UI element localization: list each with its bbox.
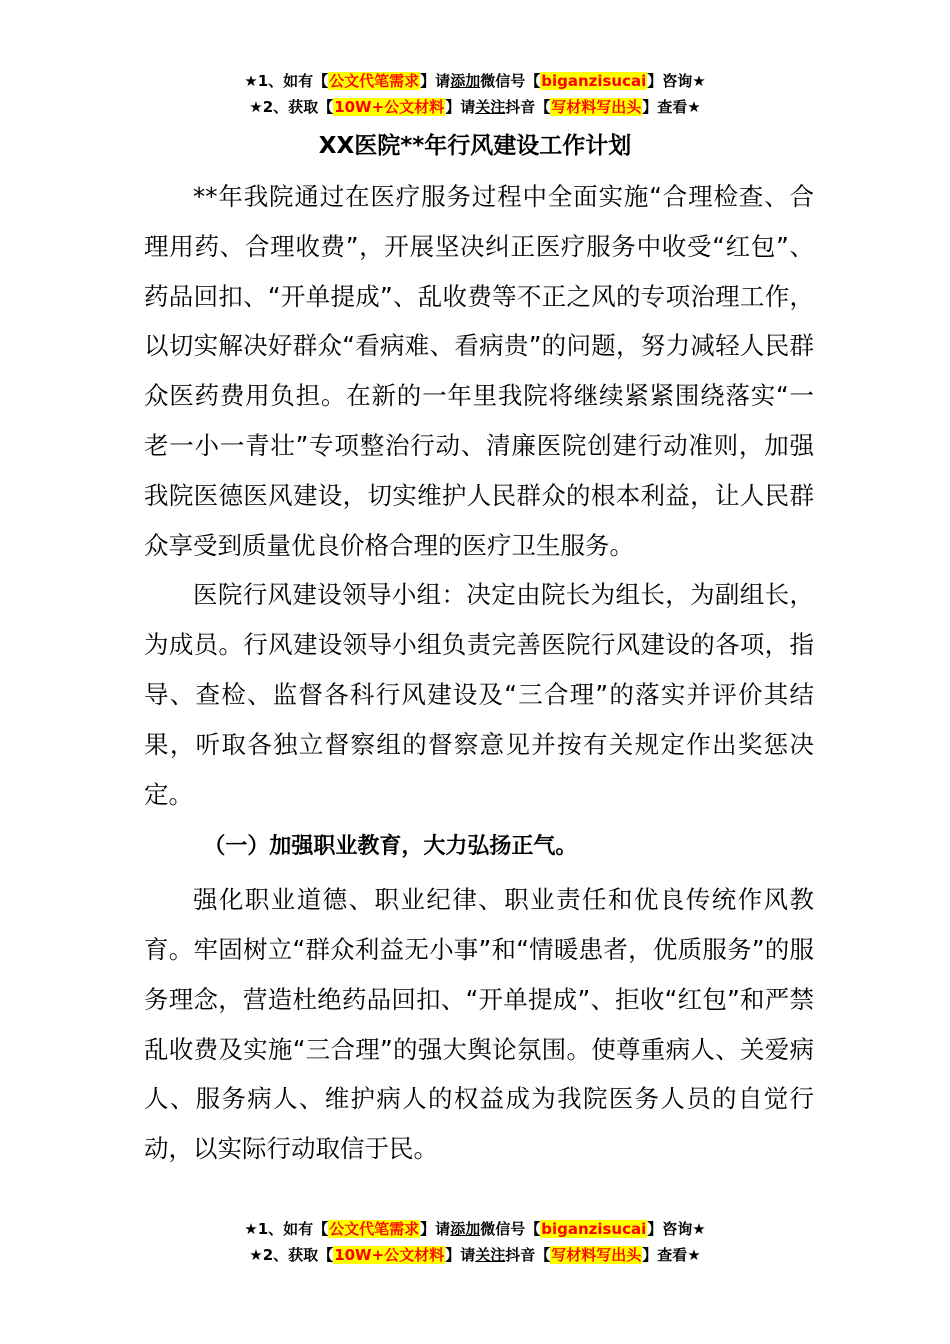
section-heading: （一）加强职业教育，大力弘扬正气。 bbox=[203, 834, 578, 860]
paragraph-section-1: 强化职业道德、职业纪律、职业责任和优良传统作风教育。牢固树立“群众利益无小事”和“情暖患者，优质服务”的服务理念，营造杜绝药品回扣、“开单提成”、拒收“红包”和严禁乱收费及实施“三合理”的强大舆论氛围。使尊重病人、关爱病人、服务病人、维护病人的权益成为我院医务人员的自觉行动，以实际行动取信于民。 bbox=[144, 885, 814, 1164]
banner-underlined-text: 添加 bbox=[450, 72, 481, 90]
banner-text: 抖音【 bbox=[505, 1246, 551, 1264]
banner-highlight: 写材料写出头 bbox=[551, 1246, 642, 1264]
banner-highlight: biganzisucai bbox=[541, 1220, 647, 1238]
banner-highlight: 公文代笔需求 bbox=[329, 72, 420, 90]
banner-line-2 bbox=[0, 94, 950, 120]
banner-underlined-text: 关注 bbox=[475, 98, 506, 116]
document-title: XX医院**年行风建设工作计划 bbox=[318, 133, 632, 159]
banner-text: 】请 bbox=[445, 1246, 476, 1264]
banner-line-1 bbox=[0, 1216, 950, 1242]
banner-highlight: biganzisucai bbox=[541, 72, 647, 90]
banner-text: ★2、获取【 bbox=[249, 98, 334, 116]
banner-text: ★1、如有【 bbox=[244, 1220, 329, 1238]
banner-underlined-text: 关注 bbox=[475, 1246, 506, 1264]
banner-text: 】查看★ bbox=[642, 1246, 701, 1264]
banner-text: ★1、如有【 bbox=[244, 72, 329, 90]
banner-text: 微信号【 bbox=[480, 72, 541, 90]
banner-text: 】咨询★ bbox=[647, 1220, 706, 1238]
banner-highlight: 写材料写出头 bbox=[551, 98, 642, 116]
document-body bbox=[144, 172, 814, 1174]
banner-text: 】查看★ bbox=[642, 98, 701, 116]
banner-text: 微信号【 bbox=[480, 1220, 541, 1238]
bottom-banner bbox=[0, 1216, 950, 1268]
paragraph-intro: **年我院通过在医疗服务过程中全面实施“合理检查、合理用药、合理收费”，开展坚决纠正医疗服务中收受“红包”、药品回扣、“开单提成”、乱收费等不正之风的专项治理工作，以切实解决好群众“看病难、看病贵”的问题，努力减轻人民群众医药费用负担。在新的一年里我院将继续紧紧围绕落实“一老一小一青壮”专项整治行动、清廉医院创建行动准则，加强我院医德医风建设，切实维护人民群众的根本利益，让人民群众享受到质量优良价格合理的医疗卫生服务。 bbox=[144, 182, 814, 560]
banner-highlight: 10W+公文材料 bbox=[334, 1246, 445, 1264]
banner-text: 】咨询★ bbox=[647, 72, 706, 90]
banner-text: ★2、获取【 bbox=[249, 1246, 334, 1264]
banner-highlight: 公文代笔需求 bbox=[329, 1220, 420, 1238]
banner-line-1 bbox=[0, 68, 950, 94]
banner-highlight: 10W+公文材料 bbox=[334, 98, 445, 116]
banner-text: 】请 bbox=[420, 1220, 451, 1238]
banner-line-2 bbox=[0, 1242, 950, 1268]
paragraph-leadership: 医院行风建设领导小组：决定由院长为组长，为副组长，为成员。行风建设领导小组负责完善医院行风建设的各项，指导、查检、监督各科行风建设及“三合理”的落实并评价其结果，听取各独立督察组的督察意见并按有关规定作出奖惩决定。 bbox=[144, 580, 814, 809]
banner-text: 】请 bbox=[420, 72, 451, 90]
top-banner bbox=[0, 68, 950, 120]
banner-text: 抖音【 bbox=[505, 98, 551, 116]
banner-text: 】请 bbox=[445, 98, 476, 116]
banner-underlined-text: 添加 bbox=[450, 1220, 481, 1238]
